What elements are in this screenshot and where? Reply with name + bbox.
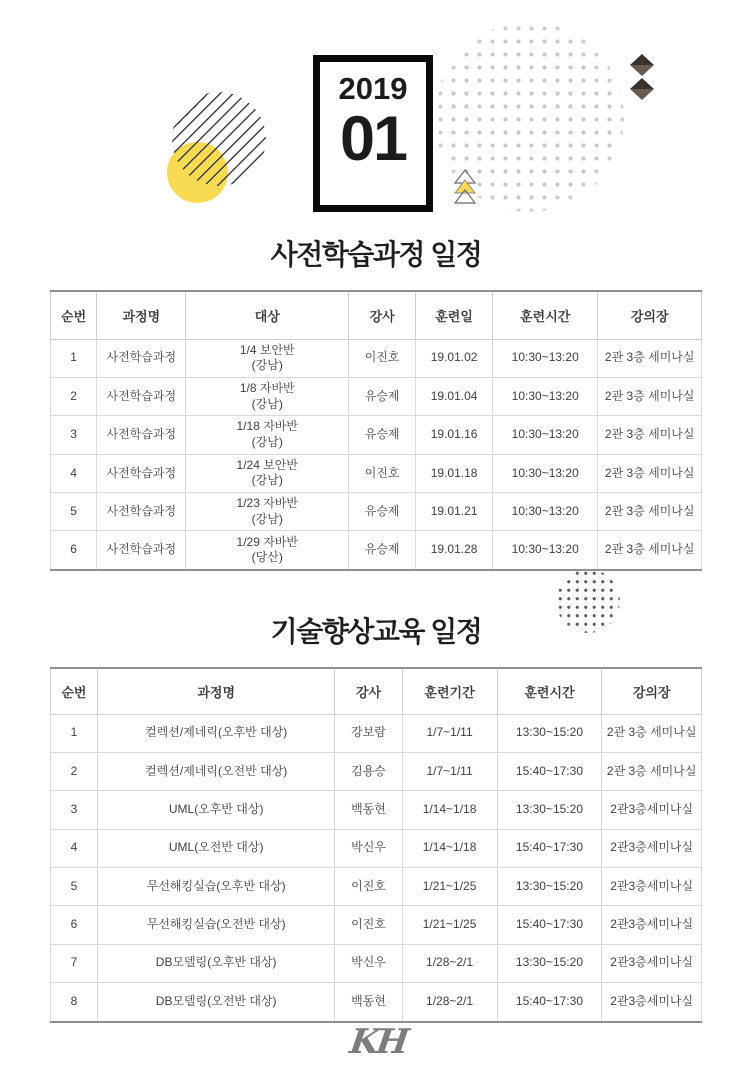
column-header: 강의장 (602, 668, 702, 714)
column-header: 강사 (349, 291, 416, 339)
table-cell: 4 (51, 454, 97, 492)
table-cell: 1 (51, 339, 97, 377)
table-cell: 13:30~15:20 (497, 867, 602, 905)
column-header: 대상 (186, 291, 349, 339)
table-cell: 백동현 (335, 982, 402, 1022)
calendar-year: 2019 (338, 71, 408, 106)
table-row (51, 454, 702, 492)
column-header: 순번 (51, 668, 98, 714)
table-cell: 5 (51, 867, 98, 905)
table-cell: 1/14~1/18 (402, 829, 497, 867)
tech-course-schedule-table (50, 667, 702, 1023)
column-header: 강사 (335, 668, 402, 714)
table-cell: 사전학습과정 (97, 377, 186, 415)
column-header: 순번 (51, 291, 97, 339)
table-cell: 1/21~1/25 (402, 867, 497, 905)
table-cell: 10:30~13:20 (492, 339, 597, 377)
table-cell: 13:30~15:20 (497, 791, 602, 829)
table-cell: 8 (51, 982, 98, 1022)
table-cell: 6 (51, 906, 98, 944)
table-row (51, 982, 702, 1022)
triangle-stack-decoration (452, 169, 478, 209)
column-header: 훈련일 (416, 291, 493, 339)
table-cell: 19.01.16 (416, 416, 493, 454)
table-cell: 15:40~17:30 (497, 906, 602, 944)
table-cell: 1/4 보안반 (강남) (186, 339, 349, 377)
table-cell: 3 (51, 416, 97, 454)
table-row (51, 493, 702, 531)
table-cell: 1/18 자바반 (강남) (186, 416, 349, 454)
column-header: 과정명 (97, 668, 335, 714)
table-row (51, 377, 702, 415)
table-cell: 4 (51, 829, 98, 867)
table-row (51, 906, 702, 944)
table-cell: 유승제 (349, 377, 416, 415)
table-cell: 2관3층세미나실 (602, 867, 702, 905)
table-cell: 15:40~17:30 (497, 829, 602, 867)
table-cell: 2관 3층 세미나실 (598, 454, 702, 492)
table-cell: 강보람 (335, 714, 402, 752)
table-cell: 6 (51, 531, 97, 570)
table-cell: 2관3층세미나실 (602, 906, 702, 944)
table-cell: 10:30~13:20 (492, 531, 597, 570)
table-cell: 1/23 자바반 (강남) (186, 493, 349, 531)
table-cell: 2관 3층 세미나실 (602, 714, 702, 752)
table-cell: 10:30~13:20 (492, 377, 597, 415)
table-cell: DB모델링(오후반 대상) (97, 944, 335, 982)
table-cell: 10:30~13:20 (492, 454, 597, 492)
table-cell: DB모델링(오전반 대상) (97, 982, 335, 1022)
table-row (51, 791, 702, 829)
table-cell: 유승제 (349, 493, 416, 531)
table-cell: 1 (51, 714, 98, 752)
table-cell: 이진호 (349, 339, 416, 377)
table-cell: 19.01.18 (416, 454, 493, 492)
table-cell: 박신우 (335, 944, 402, 982)
table-cell: UML(오후반 대상) (97, 791, 335, 829)
table-cell: 10:30~13:20 (492, 493, 597, 531)
table-cell: 19.01.28 (416, 531, 493, 570)
table-header-row (51, 291, 702, 339)
table-cell: 15:40~17:30 (497, 752, 602, 790)
table-cell: 2관3층세미나실 (602, 944, 702, 982)
table-cell: 1/7~1/11 (402, 714, 497, 752)
table-cell: 3 (51, 791, 98, 829)
diagonal-hatch-circle-decoration (172, 92, 266, 186)
table-row (51, 867, 702, 905)
table-cell: 사전학습과정 (97, 493, 186, 531)
kh-logo: KH (347, 1022, 409, 1062)
table-cell: 1/24 보안반 (강남) (186, 454, 349, 492)
table-cell: 2관 3층 세미나실 (598, 416, 702, 454)
table-row (51, 531, 702, 570)
table-cell: 2 (51, 752, 98, 790)
table-cell: 컬렉션/제네릭(오전반 대상) (97, 752, 335, 790)
table-cell: 박신우 (335, 829, 402, 867)
diamond-decoration-bottom (630, 78, 654, 100)
table-row (51, 714, 702, 752)
table-cell: 2관 3층 세미나실 (598, 531, 702, 570)
table-cell: 2관3층세미나실 (602, 791, 702, 829)
table-cell: 2관 3층 세미나실 (598, 339, 702, 377)
column-header: 훈련기간 (402, 668, 497, 714)
table-row (51, 416, 702, 454)
column-header: 강의장 (598, 291, 702, 339)
table-cell: 2관 3층 세미나실 (598, 377, 702, 415)
table-cell: 2관 3층 세미나실 (598, 493, 702, 531)
table-cell: 사전학습과정 (97, 416, 186, 454)
table-cell: 백동현 (335, 791, 402, 829)
table-cell: 2관 3층 세미나실 (602, 752, 702, 790)
table-cell: 13:30~15:20 (497, 714, 602, 752)
table-row (51, 339, 702, 377)
table-cell: 2관3층세미나실 (602, 829, 702, 867)
table-cell: 19.01.02 (416, 339, 493, 377)
table-cell: 사전학습과정 (97, 531, 186, 570)
pre-course-section-title: 사전학습과정 일정 (270, 239, 482, 270)
diamond-decoration-top (630, 54, 654, 76)
table-cell: 10:30~13:20 (492, 416, 597, 454)
table-cell: 2관3층세미나실 (602, 982, 702, 1022)
table-cell: 13:30~15:20 (497, 944, 602, 982)
tech-course-section-title: 기술향상교육 일정 (270, 616, 482, 647)
table-cell: 19.01.04 (416, 377, 493, 415)
table-cell: 1/8 자바반 (강남) (186, 377, 349, 415)
pre-course-schedule-table (50, 290, 702, 571)
table-cell: 이진호 (349, 454, 416, 492)
month-box (313, 55, 433, 212)
table-cell: 5 (51, 493, 97, 531)
table-cell: UML(오전반 대상) (97, 829, 335, 867)
table-cell: 김용승 (335, 752, 402, 790)
table-cell: 1/28~2/1 (402, 944, 497, 982)
table-cell: 컬렉션/제네릭(오후반 대상) (97, 714, 335, 752)
table-cell: 1/29 자바반 (당산) (186, 531, 349, 570)
table-row (51, 752, 702, 790)
column-header: 훈련시간 (497, 668, 602, 714)
table-cell: 무선해킹실습(오후반 대상) (97, 867, 335, 905)
table-cell: 이진호 (335, 906, 402, 944)
calendar-month: 01 (339, 104, 407, 175)
table-row (51, 829, 702, 867)
table-cell: 사전학습과정 (97, 339, 186, 377)
table-cell: 유승제 (349, 416, 416, 454)
table-cell: 이진호 (335, 867, 402, 905)
column-header: 훈련시간 (492, 291, 597, 339)
table-cell: 1/7~1/11 (402, 752, 497, 790)
table-cell: 1/14~1/18 (402, 791, 497, 829)
table-cell: 1/28~2/1 (402, 982, 497, 1022)
table-cell: 15:40~17:30 (497, 982, 602, 1022)
column-header: 과정명 (97, 291, 186, 339)
table-cell: 2 (51, 377, 97, 415)
table-cell: 사전학습과정 (97, 454, 186, 492)
table-cell: 유승제 (349, 531, 416, 570)
table-cell: 19.01.21 (416, 493, 493, 531)
table-cell: 7 (51, 944, 98, 982)
table-cell: 무선해킹실습(오전반 대상) (97, 906, 335, 944)
table-cell: 1/21~1/25 (402, 906, 497, 944)
table-header-row (51, 668, 702, 714)
table-row (51, 944, 702, 982)
